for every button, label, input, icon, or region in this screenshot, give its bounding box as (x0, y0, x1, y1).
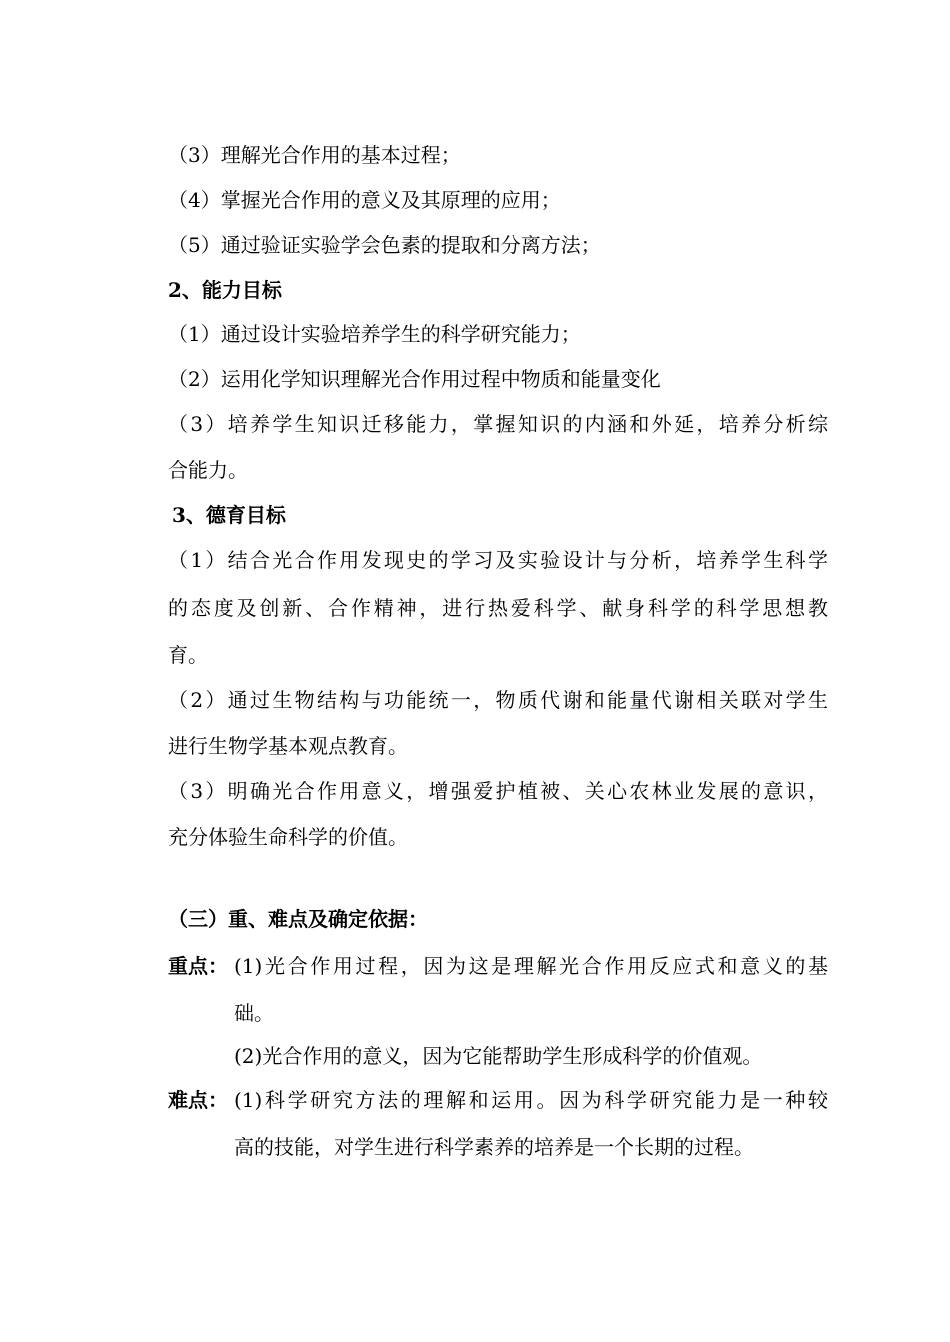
moral-item-1: （1）结合光合作用发现史的学习及实验设计与分析，培养学生科学 (168, 548, 828, 572)
ability-heading: 2、能力目标 (168, 278, 282, 302)
moral-item-3: （3）明确光合作用意义，增强爱护植被、关心农林业发展的意识， (168, 779, 828, 803)
focus-line-2: (2)光合作用的意义，因为它能帮助学生形成科学的价值观。 (234, 1044, 763, 1068)
ability-item-3: （3）培养学生知识迁移能力，掌握知识的内涵和外延，培养分析综 (168, 412, 828, 436)
moral-item-1-cont: 的态度及创新、合作精神，进行热爱科学、献身科学的科学思想教 (168, 596, 828, 620)
moral-item-3-cont: 充分体验生命科学的价值。 (168, 825, 408, 849)
focus-line-1: (1)光合作用过程，因为这是理解光合作用反应式和意义的基 (234, 954, 828, 978)
knowledge-item-4: （4）掌握光合作用的意义及其原理的应用； (168, 188, 561, 212)
difficulty-line-1-cont: 高的技能，对学生进行科学素养的培养是一个长期的过程。 (234, 1135, 754, 1159)
ability-item-3-cont: 合能力。 (168, 458, 248, 482)
ability-item-2: （2）运用化学知识理解光合作用过程中物质和能量变化 (168, 367, 661, 391)
moral-item-2: （2）通过生物结构与功能统一，物质代谢和能量代谢相关联对学生 (168, 688, 828, 712)
focus-line-1-cont: 础。 (234, 1001, 274, 1025)
moral-item-1-end: 育。 (168, 643, 208, 667)
difficulty-line-1: (1)科学研究方法的理解和运用。因为科学研究能力是一种较 (234, 1088, 828, 1112)
difficulty-label: 难点： (168, 1088, 228, 1112)
key-points-heading: （三）重、难点及确定依据： (168, 907, 428, 931)
moral-heading: 3、德育目标 (172, 503, 286, 527)
moral-item-2-cont: 进行生物学基本观点教育。 (168, 734, 408, 758)
ability-item-1: （1）通过设计实验培养学生的科学研究能力； (168, 322, 581, 346)
focus-label: 重点： (168, 954, 228, 978)
knowledge-item-3: （3）理解光合作用的基本过程； (168, 143, 461, 167)
knowledge-item-5: （5）通过验证实验学会色素的提取和分离方法； (168, 233, 601, 257)
